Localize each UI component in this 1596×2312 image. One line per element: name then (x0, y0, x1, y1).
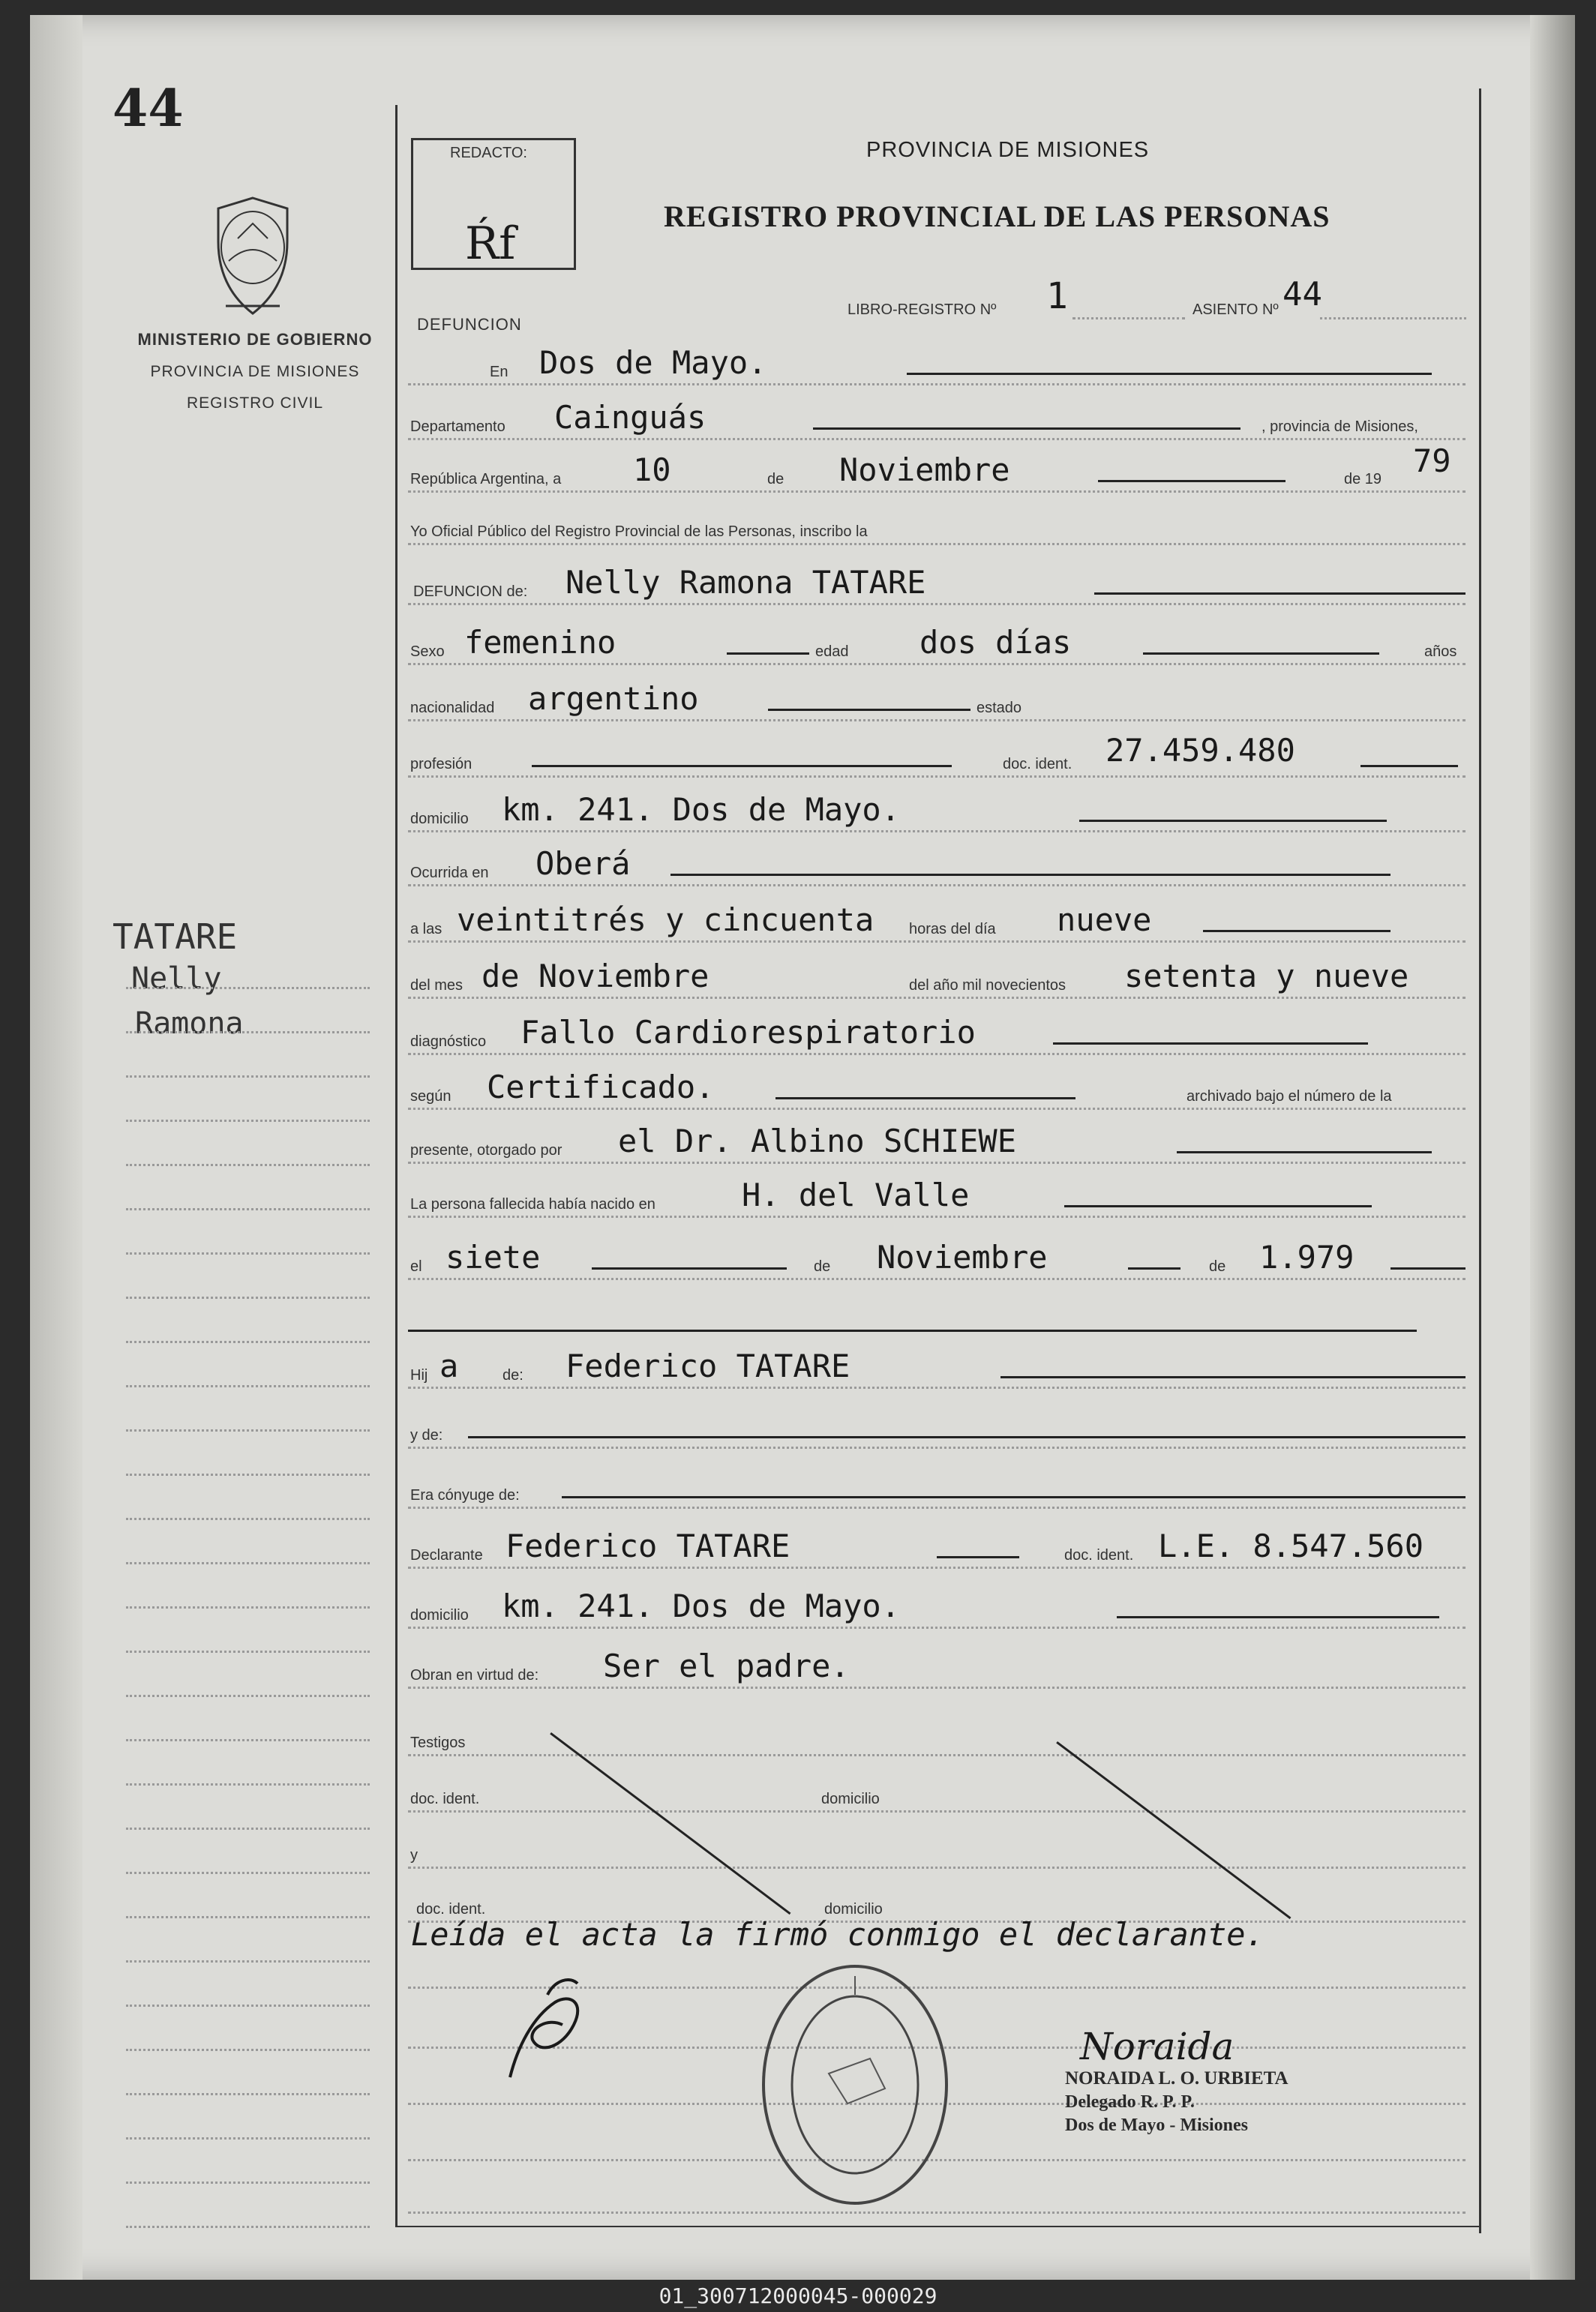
label-sexo: Sexo (408, 643, 447, 661)
margin-surname: TATARE (112, 916, 238, 957)
right-rule (1479, 88, 1481, 2233)
libro-dots (1072, 317, 1185, 319)
label-nacionalidad: nacionalidad (408, 700, 496, 717)
margin-second-name: Ramona (135, 1006, 244, 1041)
label-del-mes: del mes (408, 977, 465, 994)
label-testigos: Testigos (408, 1735, 467, 1752)
image-caption: 01_300712000045-000029 (658, 2284, 938, 2308)
row-obran (408, 1650, 1466, 1695)
page-number: 44 (112, 79, 184, 139)
province-title: PROVINCIA DE MISIONES (866, 138, 1150, 162)
label-y-de: y de: (408, 1427, 445, 1444)
ministry-name: MINISTERIO DE GOBIERNO (137, 330, 373, 349)
row-hija (408, 1350, 1466, 1395)
label-de-nac-2: de (1207, 1258, 1228, 1276)
label-defuncion-de: DEFUNCION de: (411, 583, 530, 601)
label-doc-testigo-2: doc. ident. (414, 1901, 488, 1918)
row-declarante (408, 1530, 1466, 1575)
label-doc-testigo-1: doc. ident. (408, 1791, 482, 1808)
value-nacionalidad: argentino (528, 680, 699, 717)
label-profesion: profesión (408, 756, 474, 773)
label-doc-declarante: doc. ident. (1062, 1547, 1136, 1564)
row-ocurrida (408, 847, 1466, 892)
label-de-nac: de (812, 1258, 832, 1276)
issuer-registry: REGISTRO CIVIL (186, 394, 324, 412)
value-edad: dos días (920, 624, 1072, 661)
value-diagnostico: Fallo Cardiorespiratorio (520, 1014, 976, 1051)
value-hora: veintitrés y cincuenta (457, 901, 874, 938)
margin-ruled-lines (126, 945, 370, 2228)
value-dia-muerte: nueve (1057, 901, 1152, 938)
closing-statement: Leída el acta la firmó conmigo el declarante. (411, 1916, 1264, 1953)
row-sexo (408, 626, 1466, 671)
value-ano-nacimiento: 1.979 (1259, 1239, 1354, 1276)
row-domicilio (408, 793, 1466, 838)
value-lugar-nacimiento: H. del Valle (742, 1177, 970, 1213)
label-estado: estado (974, 700, 1024, 717)
row-nacimiento (408, 1241, 1466, 1286)
asiento-value: 44 (1282, 275, 1322, 313)
label-domicilio: domicilio (408, 811, 471, 828)
value-medico: el Dr. Albino SCHIEWE (618, 1123, 1017, 1159)
value-nombre: Nelly Ramona TATARE (566, 564, 926, 601)
bottom-rule (395, 2226, 1481, 2227)
row-mes (408, 960, 1466, 1005)
value-departamento: Cainguás (554, 399, 706, 436)
label-nacido: La persona fallecida había nacido en (408, 1196, 658, 1213)
row-blank (408, 1291, 1466, 1336)
row-difunto (408, 566, 1466, 611)
row-profesion (408, 732, 1466, 784)
label-a-las: a las (408, 921, 444, 938)
label-el: el (408, 1258, 424, 1276)
row-lugar (408, 346, 1466, 391)
value-dia: 10 (633, 451, 671, 488)
row-domicilio-declarante (408, 1590, 1466, 1635)
left-rule (395, 105, 398, 2227)
label-diagnostico: diagnóstico (408, 1033, 488, 1051)
asiento-dots (1320, 317, 1466, 319)
registry-stamp-icon (758, 1961, 952, 2209)
label-domicilio-declarante: domicilio (408, 1607, 471, 1624)
value-ano: 79 (1413, 442, 1451, 479)
asiento-label: ASIENTO Nº (1192, 301, 1279, 318)
official-title: Delegado R. P. P. (1065, 2092, 1195, 2112)
value-doc-declarante: L.E. 8.547.560 (1158, 1528, 1424, 1564)
row-departamento (408, 401, 1466, 446)
margin-first-name: Nelly (131, 961, 222, 996)
label-horas-dia: horas del día (907, 921, 998, 938)
book-binding (30, 15, 82, 2280)
value-padre: Federico TATARE (566, 1348, 850, 1384)
value-doc: 27.459.480 (1106, 732, 1295, 769)
label-del-ano: del año mil novecientos (907, 977, 1068, 994)
official-name: NORAIDA L. O. URBIETA (1065, 2068, 1288, 2089)
row-madre (408, 1410, 1466, 1455)
value-mes-muerte: de Noviembre (482, 958, 710, 994)
libro-label: LIBRO-REGISTRO Nº (848, 301, 997, 318)
label-obran: Obran en virtud de: (408, 1667, 541, 1684)
label-declarante: Declarante (408, 1547, 485, 1564)
value-domicilio-declarante: km. 241. Dos de Mayo. (502, 1588, 901, 1624)
label-yo-oficial: Yo Oficial Público del Registro Provincial de las Personas, inscribo la (408, 523, 870, 541)
row-yo-oficial (408, 506, 1466, 551)
label-de: de (765, 471, 786, 488)
libro-value: 1 (1046, 275, 1068, 317)
label-de-padre: de: (500, 1367, 526, 1384)
value-domicilio: km. 241. Dos de Mayo. (502, 791, 901, 828)
row-nacido (408, 1179, 1466, 1224)
label-y: y (408, 1847, 420, 1864)
label-en: En (488, 364, 510, 381)
row-testigos (408, 1717, 1466, 1762)
value-sexo: femenino (464, 624, 616, 661)
row-segun (408, 1071, 1466, 1116)
value-ano-muerte: setenta y nueve (1124, 958, 1409, 994)
row-conyuge (408, 1470, 1466, 1515)
label-conyuge: Era cónyuge de: (408, 1487, 522, 1504)
value-segun: Certificado. (487, 1069, 715, 1105)
official-signature: Noraida (1080, 2025, 1234, 2068)
label-archivado: archivado bajo el número de la (1184, 1088, 1394, 1105)
row-hora (408, 901, 1466, 949)
label-presente: presente, otorgado por (408, 1142, 564, 1159)
label-provincia: , provincia de Misiones, (1259, 418, 1420, 436)
declarant-signature-icon (502, 1972, 600, 2085)
official-block (1065, 2025, 1288, 2136)
label-anos: años (1422, 643, 1459, 661)
label-de19: de 19 (1342, 471, 1384, 488)
issuer-province: PROVINCIA DE MISIONES (150, 363, 360, 380)
redacto-initials: Ŕf (465, 217, 516, 270)
issuer-block (98, 330, 412, 426)
label-domicilio-testigo-2: domicilio (822, 1901, 885, 1918)
value-dia-nacimiento: siete (446, 1239, 541, 1276)
label-ocurrida: Ocurrida en (408, 865, 491, 882)
label-domicilio-testigo-1: domicilio (819, 1791, 882, 1808)
row-testigo-1 (408, 1774, 1466, 1819)
row-fecha (408, 442, 1466, 499)
row-presente (408, 1125, 1466, 1170)
value-ocurrida: Oberá (536, 845, 631, 882)
coat-of-arms-icon (199, 193, 307, 321)
value-mes: Noviembre (839, 451, 1010, 488)
value-declarante: Federico TATARE (506, 1528, 790, 1564)
registry-title: REGISTRO PROVINCIAL DE LAS PERSONAS (664, 199, 1330, 233)
row-diagnostico (408, 1016, 1466, 1061)
label-republica: República Argentina, a (408, 471, 563, 488)
value-virtud: Ser el padre. (603, 1648, 850, 1684)
act-type: DEFUNCION (417, 315, 522, 334)
label-departamento: Departamento (408, 418, 508, 436)
label-edad: edad (813, 643, 851, 661)
value-mes-nacimiento: Noviembre (877, 1239, 1048, 1276)
value-hij-suffix: a (440, 1348, 459, 1384)
label-doc-ident: doc. ident. (1000, 756, 1074, 773)
page-edge (1530, 15, 1575, 2280)
official-place: Dos de Mayo - Misiones (1065, 2116, 1248, 2135)
row-nacionalidad (408, 682, 1466, 727)
label-segun: según (408, 1088, 454, 1105)
label-hij: Hij (408, 1367, 430, 1384)
row-testigo-y (408, 1830, 1466, 1875)
value-lugar: Dos de Mayo. (539, 344, 767, 381)
redacto-label: REDACTO: (450, 145, 527, 161)
